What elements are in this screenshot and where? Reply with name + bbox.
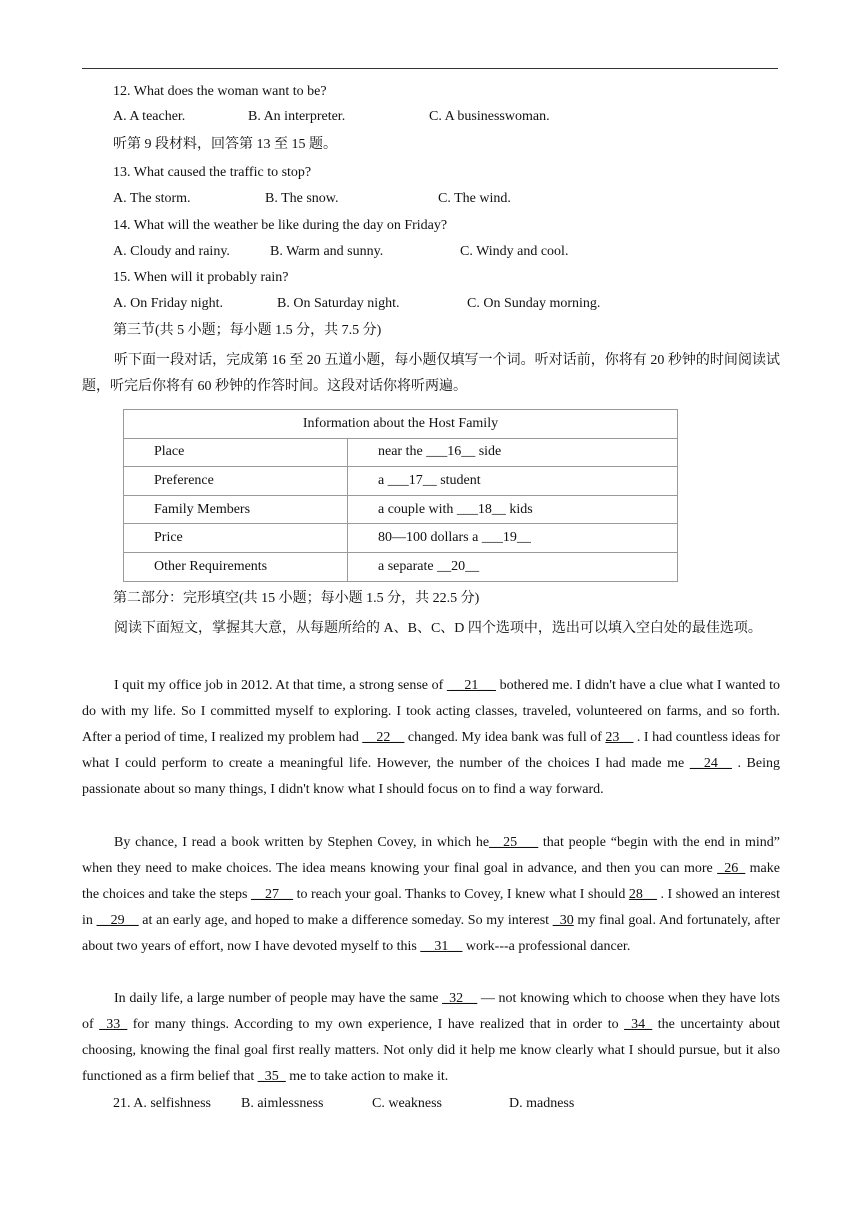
option-12b: B. An interpreter. — [248, 109, 346, 124]
blank-29: __29__ — [96, 913, 139, 928]
section3-heading: 第三节(共 5 小题；每小题 1.5 分，共 7.5 分) — [113, 323, 382, 338]
option-15b: B. On Saturday night. — [277, 296, 400, 311]
row-value: 80—100 dollars a ___19__ — [348, 524, 678, 553]
table-row — [124, 524, 678, 553]
table-row — [124, 552, 678, 581]
option-13c: C. The wind. — [438, 191, 511, 206]
blank-31: __31__ — [420, 939, 463, 954]
question-21-a: 21. A. selfishness — [113, 1096, 211, 1111]
blank-25: __25___ — [489, 835, 539, 850]
passage-paragraph-3 — [82, 986, 780, 1090]
question-12: 12. What does the woman want to be? — [113, 84, 327, 99]
passage-text: I quit my office job in 2012. At that time, a strong sense of — [114, 678, 447, 693]
blank-30: _30 — [552, 913, 574, 928]
option-15c: C. On Sunday morning. — [467, 296, 601, 311]
option-21d: D. madness — [509, 1096, 575, 1111]
blank-24: __24__ — [689, 756, 732, 771]
option-13a: A. The storm. — [113, 191, 191, 206]
host-family-table — [123, 409, 678, 582]
table-caption-row — [124, 410, 678, 439]
table-row — [124, 438, 678, 467]
part2-instruction: 阅读下面短文，掌握其大意，从每题所给的 A、B、C、D 四个选项中，选出可以填入空白处的最佳选项。 — [114, 621, 762, 636]
header-rule — [82, 68, 778, 69]
passage-text: for many things. According to my own experience, I have realized that in order to — [127, 1017, 625, 1032]
blank-27: __27__ — [251, 887, 294, 902]
option-14b: B. Warm and sunny. — [270, 244, 384, 259]
blank-23: 23__ — [605, 730, 634, 745]
passage-text: the uncertainty about choosing, knowing the final goal first really matters. Not only did it help me know clearly what I should pursue, but it also functioned as a firm belief that — [82, 1017, 780, 1084]
option-15a: A. On Friday night. — [113, 296, 224, 311]
option-14c: C. Windy and cool. — [460, 244, 569, 259]
blank-26: _26_ — [717, 861, 746, 876]
passage-text: me to take action to make it. — [285, 1069, 449, 1084]
passage-text: — not knowing which to choose when they have lots of — [82, 991, 780, 1032]
table-row — [124, 495, 678, 524]
row-label: Price — [124, 524, 348, 553]
row-label: Other Requirements — [124, 552, 348, 581]
passage-text: that people “begin with the end in mind” when they need to make choices. The idea means knowing your final goal in advance, and then you can more — [82, 835, 780, 876]
question-13: 13. What caused the traffic to stop? — [113, 165, 312, 180]
passage-text: to reach your goal. Thanks to Covey, I knew what I should — [293, 887, 629, 902]
blank-21: __21__ — [446, 678, 496, 693]
question-15: 15. When will it probably rain? — [113, 270, 289, 285]
row-label: Preference — [124, 467, 348, 496]
blank-33: _33_ — [99, 1017, 128, 1032]
row-value: a ___17__ student — [348, 467, 678, 496]
passage-text: . Being passionate about so many things, I didn't know what I should focus on to find a way forward. — [82, 756, 780, 797]
passage-text: make the choices and take the steps — [82, 861, 780, 902]
option-14a: A. Cloudy and rainy. — [113, 244, 230, 259]
section3-instruction: 听下面一段对话，完成第 16 至 20 五道小题，每小题仅填写一个词。听对话前，你将有 20 秒钟的时间阅读试题，听完后你将有 60 秒钟的作答时间。这段对话你将听两遍。 — [82, 353, 780, 394]
option-12c: C. A businesswoman. — [429, 109, 550, 124]
section-instruction-9: 听第 9 段材料，回答第 13 至 15 题。 — [113, 137, 337, 152]
blank-28: 28__ — [628, 887, 657, 902]
question-14: 14. What will the weather be like during the day on Friday? — [113, 218, 448, 233]
passage-text: . I showed an interest in — [82, 887, 781, 928]
blank-35: _35_ — [257, 1069, 286, 1084]
passage-text: at an early age, and hoped to make a difference someday. So my interest — [138, 913, 553, 928]
row-value: near the ___16__ side — [348, 438, 678, 467]
passage-text: . I had countless ideas for what I could perform to create a meaningful life. However, the number of the choices I had made me — [82, 730, 780, 771]
blank-22: __22__ — [362, 730, 405, 745]
row-value: a couple with ___18__ kids — [348, 495, 678, 524]
blank-32: _32__ — [442, 991, 478, 1006]
passage-text: changed. My idea bank was full of — [404, 730, 606, 745]
part2-heading: 第二部分：完形填空(共 15 小题；每小题 1.5 分，共 22.5 分) — [113, 591, 480, 606]
passage-text: By chance, I read a book written by Stephen Covey, in which he — [114, 835, 490, 850]
table-caption: Information about the Host Family — [124, 410, 678, 439]
blank-34: _34_ — [624, 1017, 653, 1032]
option-12a: A. A teacher. — [113, 109, 186, 124]
row-label: Place — [124, 438, 348, 467]
row-label: Family Members — [124, 495, 348, 524]
passage-text: work---a professional dancer. — [462, 939, 631, 954]
table-row — [124, 467, 678, 496]
row-value: a separate __20__ — [348, 552, 678, 581]
passage-text: my final goal. And fortunately, after about two years of effort, now I have devoted myself to this — [82, 913, 781, 954]
passage-paragraph-2 — [82, 830, 780, 960]
option-13b: B. The snow. — [265, 191, 339, 206]
option-21b: B. aimlessness — [241, 1096, 324, 1111]
option-21c: C. weakness — [372, 1096, 442, 1111]
passage-paragraph-1 — [82, 673, 780, 803]
passage-text: In daily life, a large number of people may have the same — [114, 991, 443, 1006]
passage-text: bothered me. I didn't have a clue what I wanted to do with my life. So I committed myself to exploring. I took acting classes, traveled, volunteered on farms, and so forth. After a period of time, I realized my problem had — [82, 678, 781, 745]
